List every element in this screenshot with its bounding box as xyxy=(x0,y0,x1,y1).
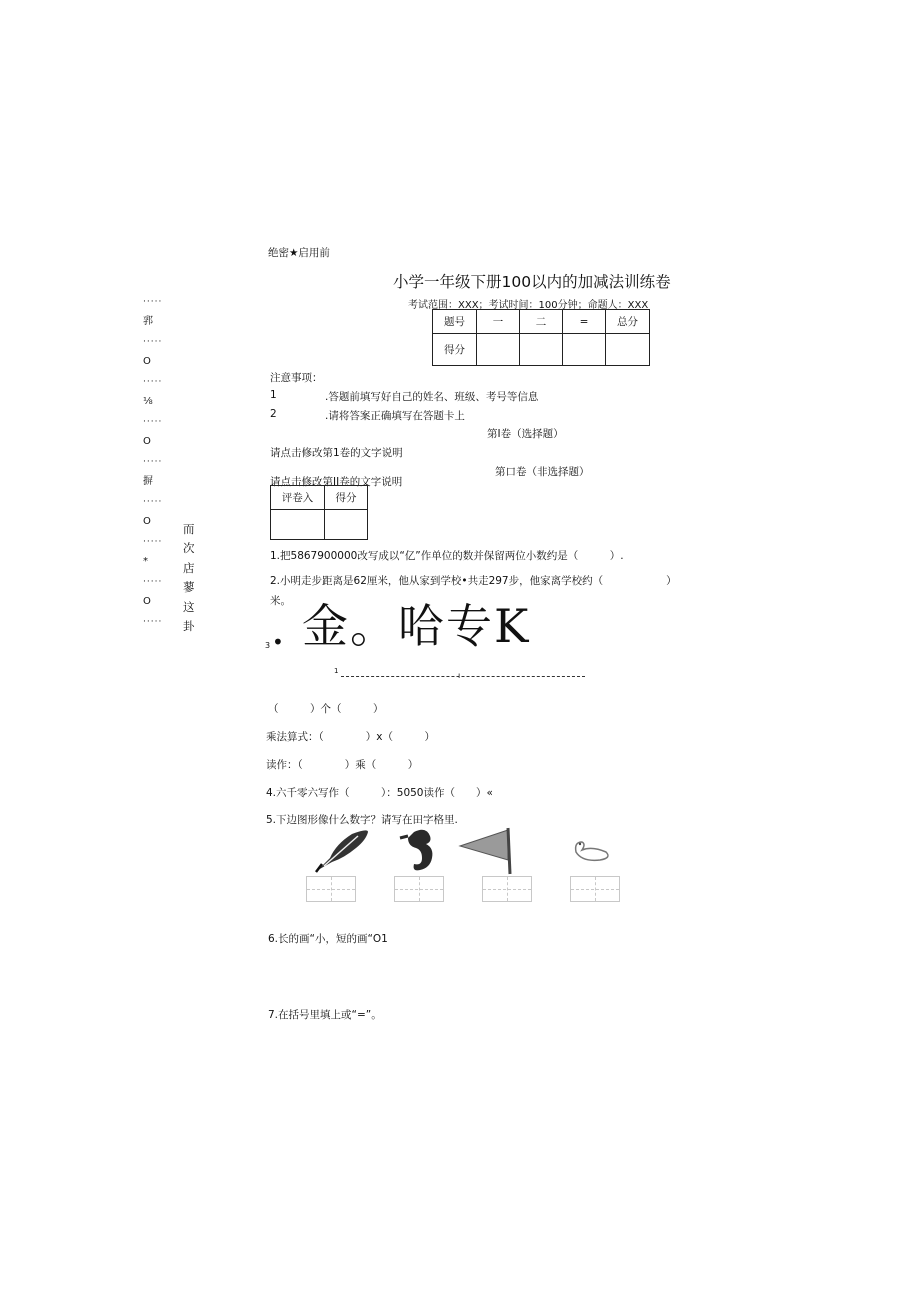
score-row-label: 得分 xyxy=(433,334,477,366)
section1-desc[interactable]: 请点击修改第1卷的文字说明 xyxy=(270,447,403,459)
grader-cell[interactable] xyxy=(325,510,368,540)
question-2: 2.小明走步距离是62厘米，他从家到学校•共走297步，他家离学校约（ ） xyxy=(270,575,677,587)
question-5: 5.下边图形像什么数字？请写在田字格里. xyxy=(266,814,458,826)
question-7: 7.在括号里填上或“=”。 xyxy=(268,1009,382,1021)
section2-heading: 第口卷（非选择题） xyxy=(495,466,590,478)
note-text: .答题前填写好自己的姓名、班级、考号等信息 xyxy=(325,391,539,403)
grader-cell[interactable] xyxy=(271,510,325,540)
margin-char: O xyxy=(143,436,151,447)
vertical-text xyxy=(183,520,203,636)
note-text: .请将答案正确填写在答题卡上 xyxy=(325,410,465,422)
score-cell[interactable] xyxy=(606,334,650,366)
tianzige-box[interactable] xyxy=(570,876,620,902)
margin-char: O xyxy=(143,596,151,607)
question-2-unit: 米。 xyxy=(270,595,291,607)
margin-dots: ····· xyxy=(143,537,163,547)
margin-dots: ····· xyxy=(143,617,163,627)
flag-icon xyxy=(456,826,534,876)
question-3-characters: 金。哈专K xyxy=(302,599,531,653)
vertical-char: 而 xyxy=(183,522,195,536)
margin-char: ⅛ xyxy=(143,396,153,407)
question-3-number: 3 xyxy=(265,641,271,650)
margin-char: 摒 xyxy=(143,476,153,487)
swan-icon xyxy=(562,826,640,876)
margin-dots: ····· xyxy=(143,337,163,347)
notes-heading: 注意事项： xyxy=(270,372,323,384)
score-cell[interactable] xyxy=(520,334,563,366)
grader-header: 评卷入 xyxy=(271,486,325,510)
note-number: 2 xyxy=(270,408,277,420)
section2-desc[interactable]: 请点击修改第II卷的文字说明 xyxy=(270,476,403,488)
tianzige-box[interactable] xyxy=(482,876,532,902)
margin-dots: ····· xyxy=(143,417,163,427)
vertical-char: 次 xyxy=(183,541,195,556)
note-number: 1 xyxy=(270,389,277,401)
vertical-char: 店 xyxy=(183,560,195,575)
section1-heading: 第I卷（选择题） xyxy=(487,428,564,440)
question-1: 1.把5867900000改写成以“亿”作单位的数并保留两位小数约是（ ）. xyxy=(270,550,624,562)
score-cell[interactable] xyxy=(477,334,520,366)
tianzige-box[interactable] xyxy=(394,876,444,902)
exam-title: 小学一年级下册100以内的加减法训练卷 xyxy=(393,273,671,291)
score-header-1: 一 xyxy=(477,310,520,334)
binding-margin xyxy=(143,292,173,632)
grader-header: 得分 xyxy=(325,486,368,510)
score-header-label: 题号 xyxy=(433,310,477,334)
score-table xyxy=(432,309,650,366)
secret-label: 绝密★启用前 xyxy=(268,247,330,259)
margin-char: 郛 xyxy=(143,316,153,327)
question-6: 6.长的画“小，短的画“O1 xyxy=(268,933,388,945)
question-3-dashed-line xyxy=(341,676,585,677)
margin-dots: ····· xyxy=(143,457,163,467)
feather-pen-icon xyxy=(306,826,384,876)
question-3-bullet: • xyxy=(272,630,284,654)
margin-dots: ····· xyxy=(143,297,163,307)
score-header-2: 二 xyxy=(520,310,563,334)
tianzige-box[interactable] xyxy=(306,876,356,902)
score-header-total: 总分 xyxy=(606,310,650,334)
question-3-mark: 1 xyxy=(334,667,339,675)
margin-char: O xyxy=(143,516,151,527)
score-header-3: = xyxy=(563,310,606,334)
margin-dots: ····· xyxy=(143,577,163,587)
exam-info-line: 考试范围：XXX；考试时间：100分钟；命题人：XXX xyxy=(408,300,649,311)
seahorse-icon xyxy=(386,826,464,876)
margin-dots: ····· xyxy=(143,497,163,507)
question-3-blank-read: 读作：（ ）乘（ ） xyxy=(266,759,419,771)
question-3-blank-formula: 乘法算式：（ ）x（ ） xyxy=(266,731,435,743)
margin-dots: ····· xyxy=(143,377,163,387)
vertical-char: 这 xyxy=(183,599,195,614)
question-4: 4.六千零六写作（ ）：5050读作（ ）« xyxy=(266,787,493,799)
margin-char: O xyxy=(143,356,151,367)
score-cell[interactable] xyxy=(563,334,606,366)
vertical-char: 蓼 xyxy=(183,580,195,595)
vertical-char: 卦 xyxy=(183,618,195,633)
margin-char: * xyxy=(143,556,148,567)
grader-table xyxy=(270,485,368,540)
question-3-blank-count: （ ）个（ ） xyxy=(268,703,384,715)
question-3-tick: ı xyxy=(458,671,461,680)
